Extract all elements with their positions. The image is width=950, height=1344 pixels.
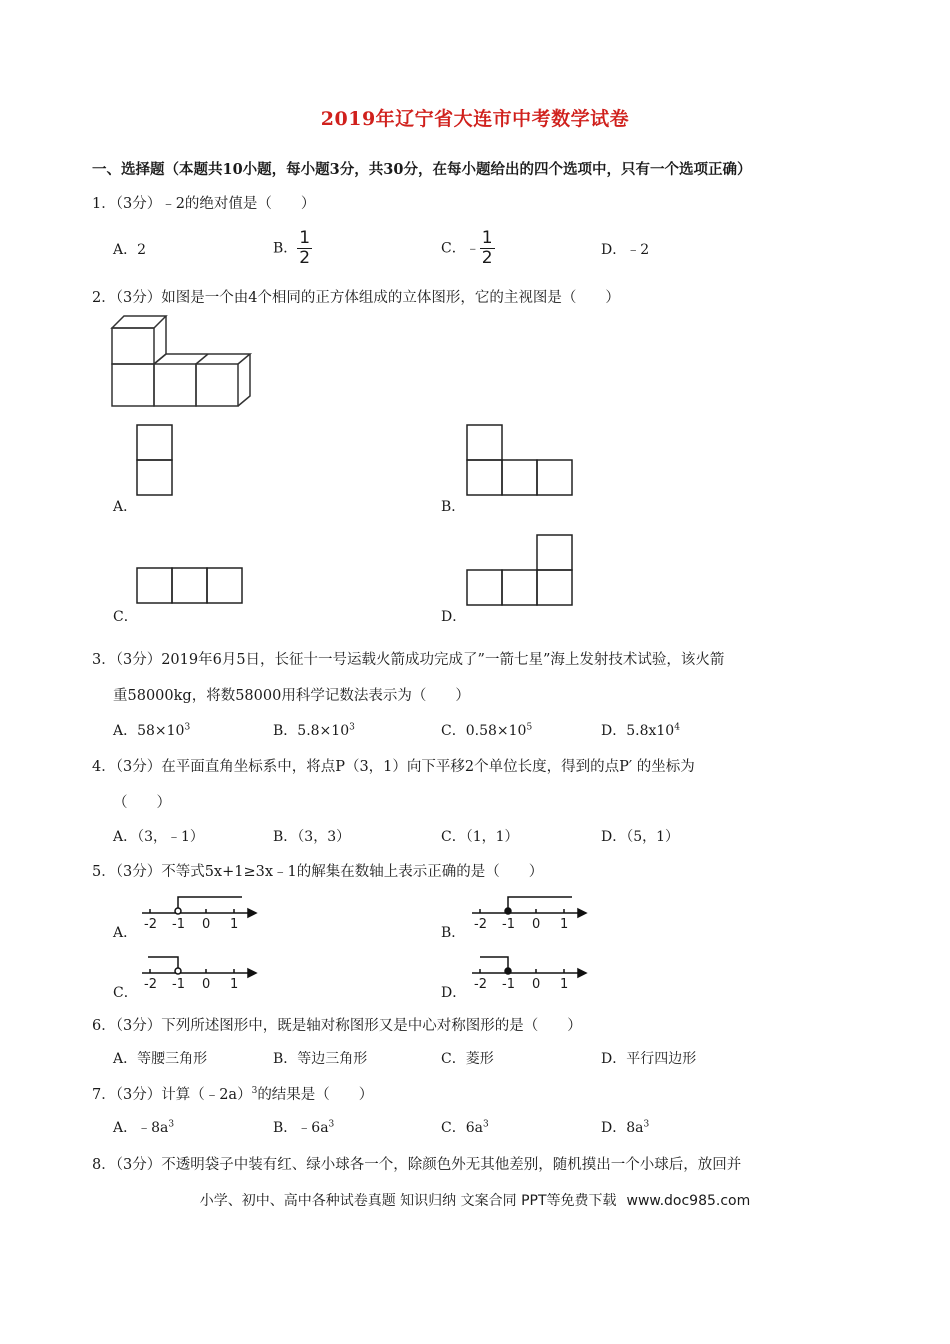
page-footer <box>0 1190 950 1210</box>
tick-label: -1 <box>502 977 515 992</box>
q7-option-d: D．$8a^3$ <box>601 1119 650 1136</box>
question-3-line2: 重58000kg，将数58000用科学记数法表示为（ ） <box>113 688 470 704</box>
question-4-line2: （ ） <box>113 795 171 811</box>
q7-option-c: C．$6a^3$ <box>441 1119 489 1136</box>
number-line-c <box>140 953 260 973</box>
q4-option-b: B．（3，3） <box>273 829 351 845</box>
q6-option-d: D．平行四边形 <box>601 1051 697 1067</box>
q2-option-b-figure <box>466 424 576 498</box>
q1-option-a: A．2 <box>113 242 147 258</box>
fraction: $\frac{1}{2}$ <box>299 228 311 268</box>
tick-label: -1 <box>172 917 185 932</box>
q5-option-a: A． <box>113 925 138 941</box>
tick-label: -2 <box>144 977 157 992</box>
question-8: 8．（3分）不透明袋子中装有红、绿小球各一个，除颜色外无其他差别，随机摸出一个小球后，放回并 <box>92 1157 742 1173</box>
tick-label: 1 <box>560 977 569 992</box>
q6-option-a: A．等腰三角形 <box>113 1051 208 1067</box>
q3-option-d: D．$5.8x10^4$ <box>601 722 680 739</box>
number-line-a <box>140 893 260 913</box>
question-1: 1．（3分）﹣2的绝对值是（ ） <box>92 196 316 212</box>
tick-label: -1 <box>172 977 185 992</box>
q6-option-c: C．菱形 <box>441 1051 494 1067</box>
q5-option-b: B． <box>441 925 466 941</box>
q1-option-b <box>273 229 312 268</box>
q5-option-c: C． <box>113 985 138 1001</box>
page-title: 2019年辽宁省大连市中考数学试卷 <box>320 108 630 130</box>
number-line-d <box>470 953 590 973</box>
q4-option-a: A．（3，﹣1） <box>113 829 204 845</box>
q2-option-a: A． <box>113 499 138 515</box>
cube-solid-figure <box>110 314 260 414</box>
q2-option-c: C． <box>113 609 138 625</box>
q2-option-d: D． <box>441 609 467 625</box>
question-3-line1: 3．（3分）2019年6月5日，长征十一号运载火箭成功完成了”一箭七星”海上发射技术试验，该火箭 <box>92 652 725 668</box>
question-2: 2．（3分）如图是一个由4个相同的正方体组成的立体图形，它的主视图是（ ） <box>92 290 620 306</box>
question-5: 5．（3分）不等式5x+1≥3x﹣1的解集在数轴上表示正确的是（ ） <box>92 864 544 880</box>
tick-label: 0 <box>202 977 211 992</box>
tick-label: 1 <box>230 917 239 932</box>
q3-option-b: B．$5.8\times 10^3$ <box>273 722 355 739</box>
tick-label: -2 <box>474 917 487 932</box>
tick-label: -1 <box>502 917 515 932</box>
q7-option-a: A．$﹣8a^3$ <box>113 1119 175 1136</box>
tick-label: 1 <box>560 917 569 932</box>
question-6: 6．（3分）下列所述图形中，既是轴对称图形又是中心对称图形的是（ ） <box>92 1018 582 1034</box>
q1-option-b-label: B． <box>273 240 298 257</box>
tick-label: 1 <box>230 977 239 992</box>
q2-option-d-figure <box>466 534 576 608</box>
question-7: 7．（3分）计算（﹣2a）$^3$的结果是（ ） <box>92 1086 374 1103</box>
q3-option-c: C．$0.58\times 10^5$ <box>441 722 533 739</box>
footer-url[interactable]: www.doc985.com <box>626 1193 751 1209</box>
q7-option-b: B．$﹣6a^3$ <box>273 1119 335 1136</box>
q1-option-c-label: C．﹣ <box>441 240 480 257</box>
section-heading: 一、选择题（本题共10小题，每小题3分，共30分，在每小题给出的四个选项中，只有一个选项正确） <box>92 161 752 178</box>
tick-label: 0 <box>532 977 541 992</box>
tick-label: -2 <box>474 977 487 992</box>
fraction: $\frac{1}{2}$ <box>481 228 493 268</box>
tick-label: -2 <box>144 917 157 932</box>
tick-label: 0 <box>202 917 211 932</box>
q2-option-a-figure <box>136 424 176 498</box>
q3-option-a: A．$58\times 10^3$ <box>113 722 191 739</box>
q6-option-b: B．等边三角形 <box>273 1051 368 1067</box>
q2-option-b: B． <box>441 499 466 515</box>
q5-option-d: D． <box>441 985 467 1001</box>
q4-option-c: C．（1，1） <box>441 829 519 845</box>
number-line-b <box>470 893 590 913</box>
q2-option-c-figure <box>136 567 246 607</box>
q1-option-d: D．﹣2 <box>601 242 650 258</box>
footer-text: 小学、初中、高中各种试卷真题 知识归纳 文案合同 PPT等免费下载 <box>199 1193 617 1209</box>
tick-label: 0 <box>532 917 541 932</box>
q4-option-d: D．（5，1） <box>601 829 680 845</box>
question-4-line1: 4．（3分）在平面直角坐标系中，将点P（3，1）向下平移2个单位长度，得到的点P′ 的坐标为 <box>92 759 695 775</box>
q1-option-c <box>441 229 495 268</box>
